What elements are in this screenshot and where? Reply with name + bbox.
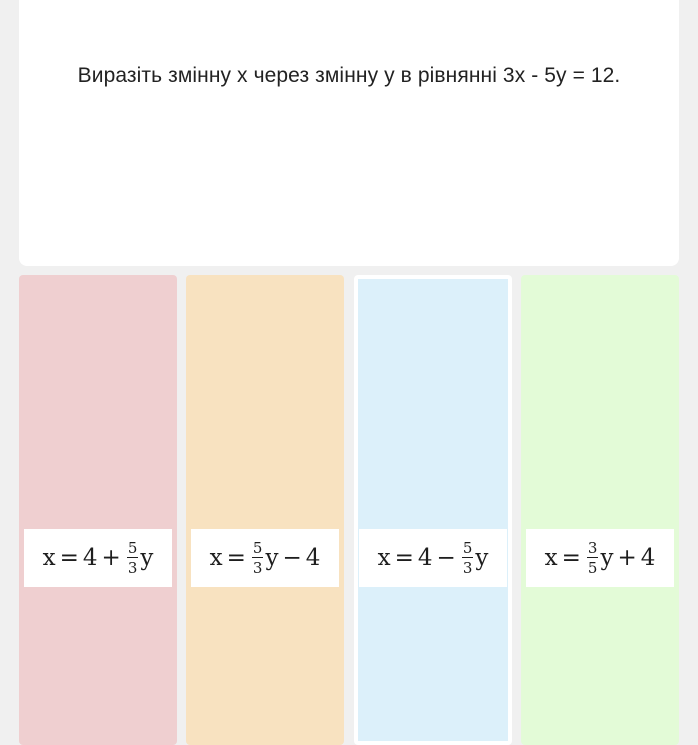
formula-box [526,529,674,587]
formula-equals: = [226,545,246,571]
formula-constant: 4 [640,545,656,571]
answer-option-4[interactable] [521,275,679,745]
question-text: Виразіть змінну x через змінну y в рівнянні 3x - 5y = 12. [77,64,621,87]
fraction-numerator: 5 [127,539,138,557]
answer-option-1[interactable] [19,275,177,745]
formula-lhs: x [544,545,558,571]
formula-operator: + [101,545,121,571]
formula-operator: − [436,545,456,571]
question-card [19,0,679,266]
fraction [127,540,139,576]
formula-lhs: x [209,545,223,571]
answer-options [19,275,679,745]
answer-option-3[interactable] [354,275,512,745]
fraction [252,540,264,576]
formula [545,540,656,576]
formula-box [191,529,339,587]
fraction-numerator: 5 [462,539,473,557]
formula-lhs: x [377,545,391,571]
fraction-numerator: 3 [587,539,598,557]
formula-constant: 4 [82,545,98,571]
formula-variable: y [265,545,279,571]
formula-equals: = [561,545,581,571]
formula-variable: y [475,545,489,571]
formula-variable: y [600,545,614,571]
fraction-denominator: 3 [462,559,473,577]
formula-constant: 4 [305,545,321,571]
formula [378,540,489,576]
formula-equals: = [394,545,414,571]
formula-equals: = [59,545,79,571]
formula-variable: y [140,545,154,571]
formula-box [24,529,172,587]
fraction-denominator: 3 [127,559,138,577]
formula-box [359,529,507,587]
formula-lhs: x [42,545,56,571]
formula-constant: 4 [417,545,433,571]
formula-operator: − [282,545,302,571]
fraction-denominator: 5 [587,559,598,577]
formula [43,540,154,576]
fraction [587,540,599,576]
fraction-denominator: 3 [252,559,263,577]
fraction-numerator: 5 [252,539,263,557]
formula-operator: + [617,545,637,571]
formula [210,540,321,576]
answer-option-2[interactable] [186,275,344,745]
fraction [462,540,474,576]
